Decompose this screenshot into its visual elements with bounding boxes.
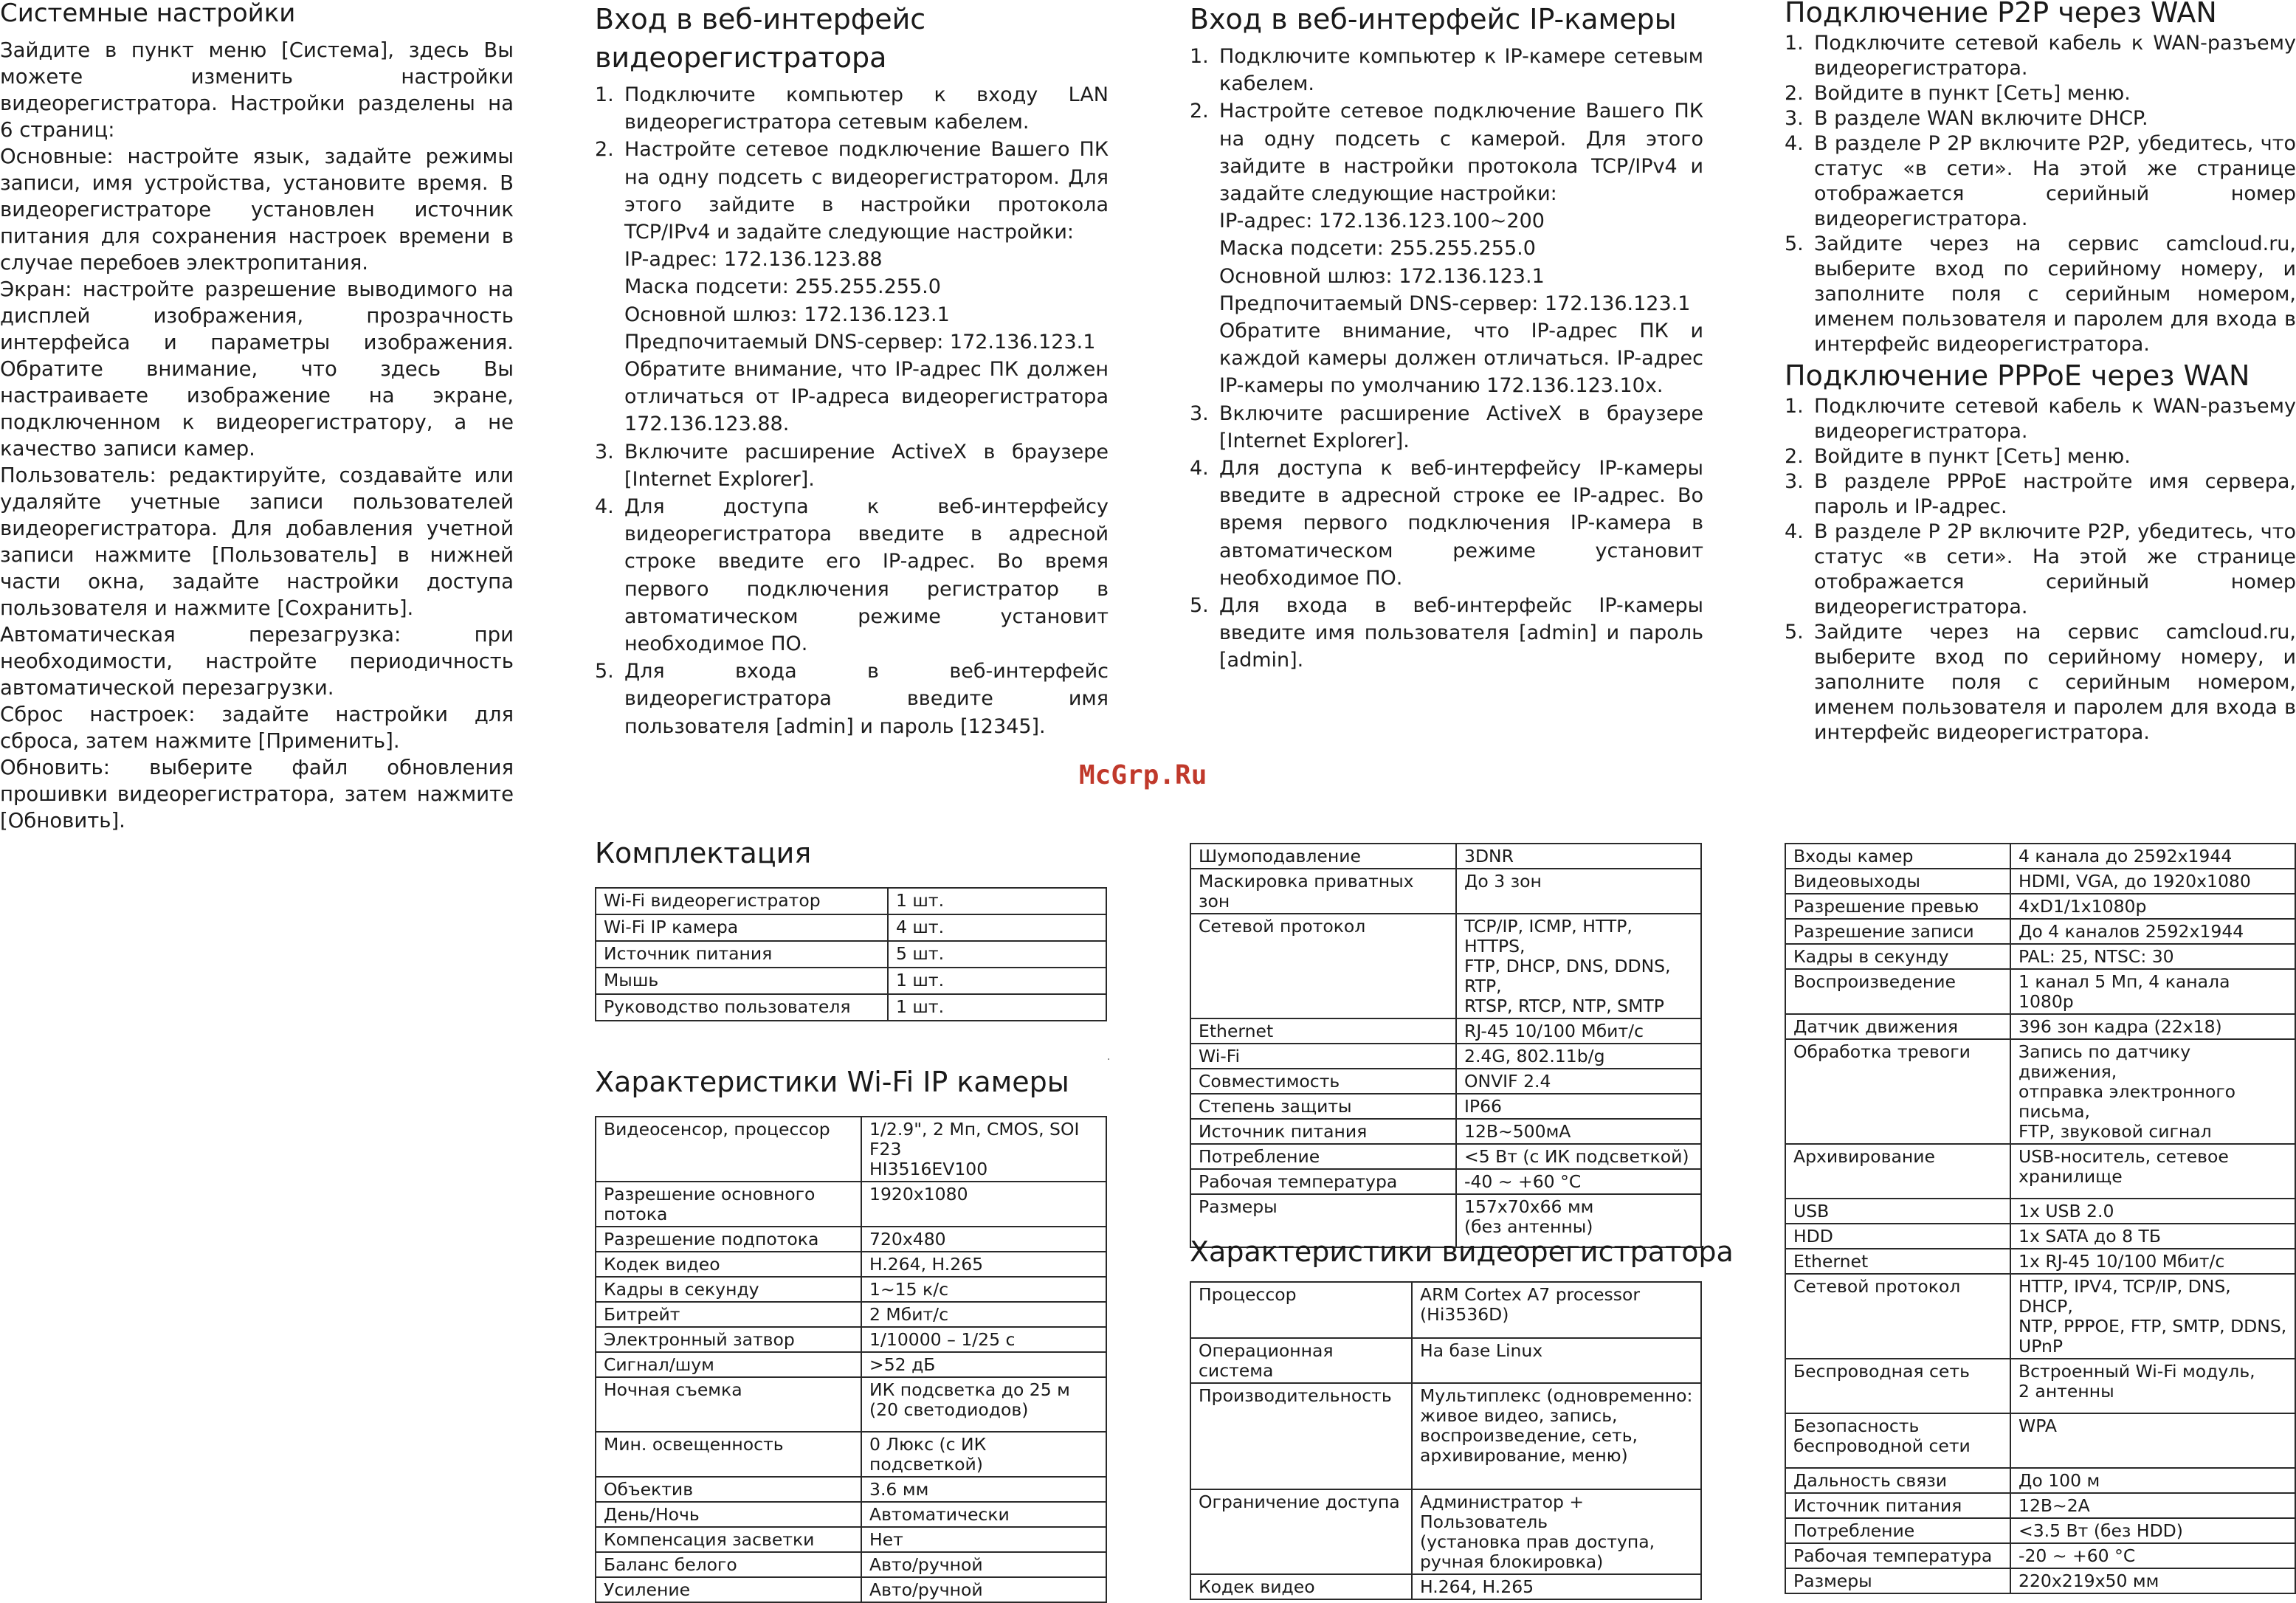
step-text: В разделе WAN включите DHCP. <box>1814 107 2148 130</box>
step-number: 4. <box>1785 132 1804 155</box>
table-row <box>1785 1413 2295 1468</box>
table-row <box>596 1277 1106 1302</box>
table-row <box>1785 1493 2295 1518</box>
spec-label: Шумоподавление <box>1190 844 1456 869</box>
table-row <box>1190 1144 1701 1169</box>
step-text: Настройте сетевое подключение Вашего ПК на одну подсеть с камерой. Для этого зайдите в настройки протокола TCP/IPv4 и задайте следующие настройки: <box>1219 100 1703 206</box>
spec-label: Маскировка приватных зон <box>1190 869 1456 914</box>
table-row <box>1190 1069 1701 1094</box>
list-item <box>1785 232 2296 357</box>
table-row <box>596 968 1106 994</box>
spec-label: Степень защиты <box>1190 1094 1456 1119</box>
paragraph: Автоматическая перезагрузка: при необходимости, настройте периодичность автоматической перезагрузки. <box>0 623 514 700</box>
spec-label: Источник питания <box>596 941 888 968</box>
step-text: Для входа в веб-интерфейс IP-камеры введите имя пользователя [admin] и пароль [admin]. <box>1219 594 1703 672</box>
table-row <box>596 914 1106 941</box>
spec-value: 1 шт. <box>888 888 1106 914</box>
spec-label: Сигнал/шум <box>596 1352 861 1377</box>
spec-value: Запись по датчику движения, отправка электронного письма, FTP, звуковой сигнал <box>2010 1039 2295 1144</box>
list-item <box>1190 400 1703 455</box>
spec-label: Ограничение доступа <box>1190 1489 1412 1574</box>
spec-label: Датчик движения <box>1785 1014 2010 1039</box>
spec-value: 1920x1080 <box>861 1182 1106 1227</box>
step-text: В разделе P 2P включите P2P, убедитесь, что статус «в сети». На этой же странице отображается серийный номер видеорегистратора. <box>1814 520 2296 618</box>
table-row <box>596 941 1106 968</box>
section-title: Вход в веб-интерфейс видеорегистратора <box>595 3 926 74</box>
steps-list <box>1785 31 2296 357</box>
spec-value: Авто/ручной <box>861 1577 1106 1602</box>
step-text: Для входа в веб-интерфейс видеорегистратора введите имя пользователя [admin] и пароль [12345]. <box>624 660 1109 738</box>
spec-value: 3DNR <box>1456 844 1701 869</box>
dvr-specs-table-cont <box>1785 843 2296 1594</box>
paragraph: Основные: настройте язык, задайте режимы записи, имя устройства, установите время. В видеорегистраторе установлен источник питания для сохранения настроек времени в случае перебоев электропитания. <box>0 145 514 275</box>
spec-label: Рабочая температура <box>1785 1543 2010 1568</box>
table-row <box>1190 1018 1701 1044</box>
table-row <box>1190 1282 1701 1338</box>
step-number: 4. <box>595 495 614 519</box>
table-row <box>596 1552 1106 1577</box>
list-item <box>595 136 1109 438</box>
step-number: 4. <box>1190 457 1209 480</box>
table-row <box>596 888 1106 914</box>
list-item <box>595 438 1109 493</box>
system-settings-section <box>0 0 514 834</box>
steps-list <box>595 81 1109 740</box>
spec-label: Кадры в секунду <box>1785 944 2010 969</box>
spec-value: 0 Люкс (с ИК подсветкой) <box>861 1432 1106 1477</box>
spec-value: 12В~500мА <box>1456 1119 1701 1144</box>
spec-label: День/Ночь <box>596 1502 861 1527</box>
spec-value: 3.6 мм <box>861 1477 1106 1502</box>
spec-label: Безопасность беспроводной сети <box>1785 1413 2010 1468</box>
list-item <box>595 658 1109 740</box>
table-row <box>596 1577 1106 1602</box>
list-item <box>1190 455 1703 592</box>
spec-value: ИК подсветка до 25 м (20 светодиодов) <box>861 1377 1106 1432</box>
spec-label: USB <box>1785 1199 2010 1224</box>
spec-value: 157х70х66 мм (без антенны) <box>1456 1194 1701 1247</box>
list-item <box>1785 394 2296 444</box>
spec-value: -40 ~ +60 °С <box>1456 1169 1701 1194</box>
kit-title: Комплектация <box>595 837 812 869</box>
spec-label: Воспроизведение <box>1785 969 2010 1014</box>
step-text: Подключите сетевой кабель к WAN-разъему видеорегистратора. <box>1814 32 2296 80</box>
table-row <box>1190 844 1701 869</box>
spec-value: 12В~2А <box>2010 1493 2295 1518</box>
spec-label: Компенсация засветки <box>596 1527 861 1552</box>
spec-label: Размеры <box>1190 1194 1456 1247</box>
step-text: Для доступа к веб-интерфейсу IP-камеры введите в адресной строке ее IP-адрес. Во время первого подключения IP-камера в автоматическом режиме установит необходимое ПО. <box>1219 457 1703 590</box>
spec-value: HTTP, IPV4, TCP/IP, DNS, DHCP, NTP, PPPOE, FTP, SMTP, DDNS, UPnP <box>2010 1274 2295 1359</box>
step-text: Подключите компьютер к входу LAN видеорегистратора сетевым кабелем. <box>624 83 1109 134</box>
spec-value: TCP/IP, ICMP, HTTP, HTTPS, FTP, DHCP, DNS, DDNS, RTP, RTSP, RTCP, NTP, SMTP <box>1456 914 1701 1018</box>
list-item <box>1785 444 2296 469</box>
table-row <box>1190 1119 1701 1144</box>
spec-label: Ночная съемка <box>596 1377 861 1432</box>
spec-label: Рабочая температура <box>1190 1169 1456 1194</box>
paragraph: Пользователь: редактируйте, создавайте или удаляйте учетные записи пользователей видеорегистратора. Для добавления учетной записи нажмите [Пользователь] в нижней части окна, задайте настройки доступа пользователя и нажмите [Сохранить]. <box>0 463 514 620</box>
table-row <box>1785 1359 2295 1413</box>
spec-label: Ethernet <box>1190 1018 1456 1044</box>
spec-label: Источник питания <box>1785 1493 2010 1518</box>
list-item <box>1785 620 2296 745</box>
steps-list <box>1190 43 1703 675</box>
table-row <box>596 1432 1106 1477</box>
spec-label: Кодек видео <box>1190 1574 1412 1599</box>
paragraph: Зайдите в пункт меню [Система], здесь Вы можете изменить настройки видеорегистратора. Настройки разделены на 6 страниц: <box>0 38 514 142</box>
camera-web-login-section <box>1190 0 1703 675</box>
spec-value: HDMI, VGA, до 1920x1080 <box>2010 869 2295 894</box>
camera-specs-title: Характеристики Wi-Fi IP камеры <box>595 1066 1069 1098</box>
table-row <box>1785 1039 2295 1144</box>
table-row <box>596 1352 1106 1377</box>
table-row <box>1785 869 2295 894</box>
spec-value: 1x USB 2.0 <box>2010 1199 2295 1224</box>
table-row <box>596 1477 1106 1502</box>
setting-line: Основной шлюз: 172.136.123.1 <box>624 303 950 326</box>
table-row <box>1785 1014 2295 1039</box>
spec-value: 2.4G, 802.11b/g <box>1456 1044 1701 1069</box>
spec-value: ONVIF 2.4 <box>1456 1069 1701 1094</box>
step-number: 5. <box>1785 621 1804 644</box>
spec-value: До 100 м <box>2010 1468 2295 1493</box>
table-row <box>1785 1144 2295 1199</box>
step-number: 1. <box>1785 395 1804 418</box>
setting-line: IP-адрес: 172.136.123.100~200 <box>1219 210 1545 233</box>
spec-label: Производительность <box>1190 1383 1412 1489</box>
dvr-specs-title: Характеристики видеорегистратора <box>1190 1235 1734 1268</box>
setting-line: Маска подсети: 255.255.255.0 <box>1219 237 1536 261</box>
step-text: В разделе PPPoE настройте имя сервера, пароль и IP-адрес. <box>1814 470 2296 518</box>
list-item <box>1785 31 2296 81</box>
paragraph: Обновить: выберите файл обновления прошивки видеорегистратора, затем нажмите [Обновить]. <box>0 756 514 832</box>
step-number: 1. <box>595 83 614 106</box>
spec-label: Кодек видео <box>596 1252 861 1277</box>
section-title: Системные настройки <box>0 0 296 28</box>
spec-label: Кадры в секунду <box>596 1277 861 1302</box>
spec-value: 5 шт. <box>888 941 1106 968</box>
steps-list <box>1785 394 2296 745</box>
spec-value: WPA <box>2010 1413 2295 1468</box>
spec-label: Сетевой протокол <box>1190 914 1456 1018</box>
table-row <box>1190 914 1701 1018</box>
dot-mark: . <box>1107 1051 1111 1063</box>
step-note: Обратите внимание, что IP-адрес ПК должен отличаться от IP-адреса видеорегистратора 172.136.123.88. <box>624 358 1109 436</box>
spec-label: Потребление <box>1190 1144 1456 1169</box>
spec-value: До 4 каналов 2592x1944 <box>2010 919 2295 944</box>
table-row <box>596 1377 1106 1432</box>
list-item <box>1785 469 2296 520</box>
setting-line: Предпочитаемый DNS-сервер: 172.136.123.1 <box>624 330 1096 354</box>
spec-label: Совместимость <box>1190 1069 1456 1094</box>
step-text: Для доступа к веб-интерфейсу видеорегистратора введите в адресной строке введите его IP-адрес. Во время первого подключения регистратор в автоматическом режиме установит необходимое ПО. <box>624 495 1109 656</box>
spec-value: 4 шт. <box>888 914 1106 941</box>
spec-value: 4xD1/1x1080p <box>2010 894 2295 919</box>
table-row <box>1190 1338 1701 1383</box>
spec-label: Баланс белого <box>596 1552 861 1577</box>
table-row <box>1785 844 2295 869</box>
table-row <box>596 1227 1106 1252</box>
paragraph: Сброс настроек: задайте настройки для сброса, затем нажмите [Применить]. <box>0 703 514 753</box>
setting-line: Основной шлюз: 172.136.123.1 <box>1219 264 1545 288</box>
table-row <box>596 1117 1106 1182</box>
spec-value: На базе Linux <box>1412 1338 1701 1383</box>
table-row <box>1785 944 2295 969</box>
camera-specs-table-cont <box>1190 843 1702 1248</box>
table-row <box>596 1527 1106 1552</box>
spec-label: HDD <box>1785 1224 2010 1249</box>
table-row <box>1785 1518 2295 1543</box>
table-row <box>596 1252 1106 1277</box>
list-item <box>1785 81 2296 106</box>
kit-table <box>595 887 1107 1021</box>
camera-specs-table <box>595 1116 1107 1603</box>
spec-label: Разрешение подпотока <box>596 1227 861 1252</box>
step-number: 3. <box>1785 107 1804 130</box>
spec-value: Мультиплекс (одновременно: живое видео, запись, воспроизведение, сеть, архивирование, меню) <box>1412 1383 1701 1489</box>
spec-value: IP66 <box>1456 1094 1701 1119</box>
dvr-web-login-section <box>595 0 1109 740</box>
spec-value: H.264, H.265 <box>1412 1574 1701 1599</box>
step-text: В разделе P 2P включите P2P, убедитесь, что статус «в сети». На этой же странице отображается серийный номер видеорегистратора. <box>1814 132 2296 230</box>
spec-value: 720x480 <box>861 1227 1106 1252</box>
list-item <box>1190 592 1703 675</box>
spec-value: Автоматически <box>861 1502 1106 1527</box>
section-title: Подключение P2P через WAN <box>1785 0 2217 29</box>
table-row <box>596 994 1106 1021</box>
spec-label: Размеры <box>1785 1568 2010 1593</box>
table-row <box>1190 1044 1701 1069</box>
step-number: 3. <box>595 440 614 463</box>
table-row <box>596 1302 1106 1327</box>
spec-label: Дальность связи <box>1785 1468 2010 1493</box>
table-row <box>1190 1574 1701 1599</box>
spec-value: 1x RJ-45 10/100 Мбит/с <box>2010 1249 2295 1274</box>
table-row <box>1190 1489 1701 1574</box>
step-number: 3. <box>1785 470 1804 493</box>
spec-label: Видеовыходы <box>1785 869 2010 894</box>
step-text: Зайдите через на сервис camcloud.ru, выберите вход по серийному номеру, и заполните поля с серийным номером, именем пользователя и паролем для входа в интерфейс видеорегистратора. <box>1814 621 2296 744</box>
table-row <box>1785 1274 2295 1359</box>
spec-label: Усиление <box>596 1577 861 1602</box>
spec-label: Обработка тревоги <box>1785 1039 2010 1144</box>
table-row <box>596 1182 1106 1227</box>
spec-label: Процессор <box>1190 1282 1412 1338</box>
setting-line: Предпочитаемый DNS-сервер: 172.136.123.1 <box>1219 292 1691 315</box>
step-number: 2. <box>595 138 614 162</box>
step-number: 2. <box>1785 82 1804 105</box>
spec-value: <3.5 Вт (без HDD) <box>2010 1518 2295 1543</box>
spec-label: Wi-Fi видеорегистратор <box>596 888 888 914</box>
spec-value: 1 шт. <box>888 994 1106 1021</box>
spec-value: 220x219x50 мм <box>2010 1568 2295 1593</box>
table-row <box>1190 869 1701 914</box>
spec-value: 1~15 к/с <box>861 1277 1106 1302</box>
table-row <box>1785 1543 2295 1568</box>
spec-value: >52 дБ <box>861 1352 1106 1377</box>
spec-label: Входы камер <box>1785 844 2010 869</box>
section-body <box>0 37 514 834</box>
spec-value: 1/2.9", 2 Мп, CMOS, SOI F23 HI3516EV100 <box>861 1117 1106 1182</box>
step-text: Подключите компьютер к IP-камере сетевым кабелем. <box>1219 45 1703 96</box>
table-row <box>596 1327 1106 1352</box>
section-title: Вход в веб-интерфейс IP-камеры <box>1190 3 1677 35</box>
step-text: Включите расширение ActiveX в браузере [Internet Explorer]. <box>1219 401 1703 452</box>
spec-value: PAL: 25, NTSC: 30 <box>2010 944 2295 969</box>
wan-connection-section <box>1785 0 2296 745</box>
list-item <box>595 81 1109 136</box>
spec-value: USB-носитель, сетевое хранилище <box>2010 1144 2295 1199</box>
step-number: 2. <box>1785 445 1804 468</box>
spec-value: 1 канал 5 Мп, 4 канала 1080p <box>2010 969 2295 1014</box>
table-row <box>1785 969 2295 1014</box>
table-row <box>1190 1383 1701 1489</box>
spec-label: Потребление <box>1785 1518 2010 1543</box>
step-text: Войдите в пункт [Сеть] меню. <box>1814 82 2131 105</box>
spec-value: ARM Cortex A7 processor (Hi3536D) <box>1412 1282 1701 1338</box>
spec-label: Разрешение основного потока <box>596 1182 861 1227</box>
step-number: 4. <box>1785 520 1804 543</box>
spec-label: Источник питания <box>1190 1119 1456 1144</box>
table-row <box>1190 1094 1701 1119</box>
section-title: Подключение PPPoE через WAN <box>1785 359 2250 392</box>
step-number: 5. <box>595 660 614 683</box>
spec-value: H.264, H.265 <box>861 1252 1106 1277</box>
table-row <box>596 1502 1106 1527</box>
list-item <box>1785 106 2296 131</box>
spec-value: -20 ~ +60 °С <box>2010 1543 2295 1568</box>
spec-label: Видеосенсор, процессор <box>596 1117 861 1182</box>
step-note: Обратите внимание, что IP-адрес ПК и каждой камеры должен отличаться. IP-адрес IP-камеры по умолчанию 172.136.123.10x. <box>1219 320 1703 398</box>
spec-label: Мин. освещенность <box>596 1432 861 1477</box>
step-text: Настройте сетевое подключение Вашего ПК на одну подсеть с видеорегистратором. Для этого зайдите в настройки протокола TCP/IPv4 и задайте следующие настройки: <box>624 138 1109 244</box>
table-row <box>1785 1568 2295 1593</box>
spec-label: Wi-Fi IP камера <box>596 914 888 941</box>
spec-label: Сетевой протокол <box>1785 1274 2010 1359</box>
spec-label: Операционная система <box>1190 1338 1412 1383</box>
spec-value: 2 Мбит/с <box>861 1302 1106 1327</box>
table-row <box>1785 1249 2295 1274</box>
spec-value: Авто/ручной <box>861 1552 1106 1577</box>
spec-label: Архивирование <box>1785 1144 2010 1199</box>
step-text: Подключите сетевой кабель к WAN-разъему видеорегистратора. <box>1814 395 2296 443</box>
step-text: Зайдите через на сервис camcloud.ru, выберите вход по серийному номеру, и заполните поля с серийным номером, именем пользователя и паролем для входа в интерфейс видеорегистратора. <box>1814 232 2296 356</box>
spec-value: 1 шт. <box>888 968 1106 994</box>
step-number: 1. <box>1785 32 1804 55</box>
table-row <box>1785 894 2295 919</box>
spec-label: Электронный затвор <box>596 1327 861 1352</box>
step-text: Войдите в пункт [Сеть] меню. <box>1814 445 2131 468</box>
step-number: 5. <box>1785 232 1804 255</box>
spec-label: Ethernet <box>1785 1249 2010 1274</box>
setting-line: IP-адрес: 172.136.123.88 <box>624 248 883 272</box>
table-row <box>1785 1199 2295 1224</box>
step-number: 2. <box>1190 100 1209 123</box>
spec-label: Битрейт <box>596 1302 861 1327</box>
table-row <box>1785 1224 2295 1249</box>
table-row <box>1785 919 2295 944</box>
spec-label: Беспроводная сеть <box>1785 1359 2010 1413</box>
spec-value: RJ-45 10/100 Мбит/с <box>1456 1018 1701 1044</box>
spec-label: Wi-Fi <box>1190 1044 1456 1069</box>
step-number: 3. <box>1190 401 1209 425</box>
spec-label: Объектив <box>596 1477 861 1502</box>
dvr-specs-table <box>1190 1281 1702 1600</box>
watermark-text: McGrp.Ru <box>1079 760 1207 790</box>
spec-value: Администратор + Пользователь (установка прав доступа, ручная блокировка) <box>1412 1489 1701 1574</box>
spec-label: Мышь <box>596 968 888 994</box>
list-item <box>1190 43 1703 97</box>
spec-label: Разрешение превью <box>1785 894 2010 919</box>
spec-value: <5 Вт (с ИК подсветкой) <box>1456 1144 1701 1169</box>
spec-value: До 3 зон <box>1456 869 1701 914</box>
spec-value: 1/10000 – 1/25 с <box>861 1327 1106 1352</box>
spec-label: Разрешение записи <box>1785 919 2010 944</box>
setting-line: Маска подсети: 255.255.255.0 <box>624 275 941 299</box>
table-row <box>1785 1468 2295 1493</box>
step-number: 1. <box>1190 45 1209 68</box>
list-item <box>1190 97 1703 399</box>
list-item <box>1785 131 2296 232</box>
list-item <box>1785 520 2296 620</box>
spec-value: 4 канала до 2592x1944 <box>2010 844 2295 869</box>
step-text: Включите расширение ActiveX в браузере [Internet Explorer]. <box>624 440 1109 491</box>
table-row <box>1190 1169 1701 1194</box>
step-number: 5. <box>1190 594 1209 618</box>
spec-value: Нет <box>861 1527 1106 1552</box>
spec-value: 396 зон кадра (22х18) <box>2010 1014 2295 1039</box>
spec-value: Встроенный Wi-Fi модуль, 2 антенны <box>2010 1359 2295 1413</box>
list-item <box>595 493 1109 658</box>
spec-label: Руководство пользователя <box>596 994 888 1021</box>
paragraph: Экран: настройте разрешение выводимого на дисплей изображения, прозрачность интерфейса и параметры изображения. Обратите внимание, что здесь Вы настраиваете изображение на экране, подключенном к видеорегистратору, а не качество записи камер. <box>0 277 514 461</box>
spec-value: 1x SATA до 8 ТБ <box>2010 1224 2295 1249</box>
